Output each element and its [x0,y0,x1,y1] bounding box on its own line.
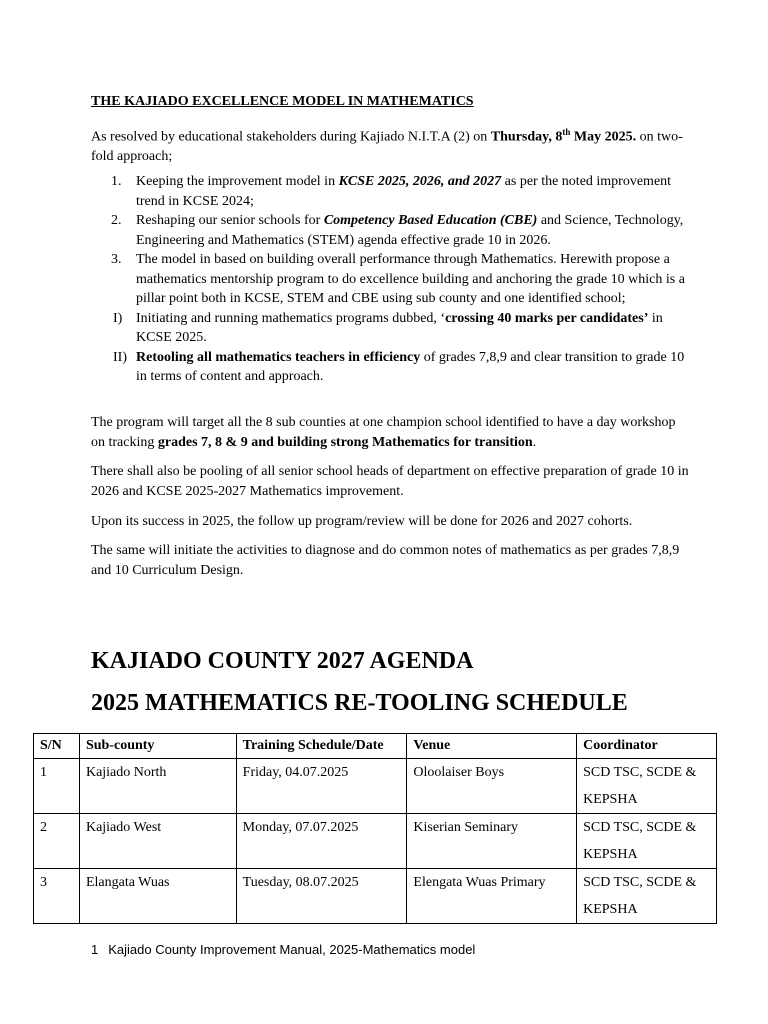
list-marker: II) [113,349,127,365]
intro-text: As resolved by educational stakeholders during Kajiado N.I.T.A (2) on [91,129,491,145]
schedule-heading: 2025 MATHEMATICS RE-TOOLING SCHEDULE [91,690,628,716]
cell-coordinator: SCD TSC, SCDE & KEPSHA [577,759,717,814]
list-emphasis: KCSE 2025, 2026, and 2027 [338,174,502,189]
cell-coordinator: SCD TSC, SCDE & KEPSHA [577,869,717,924]
approach-list [91,172,691,387]
header-sn: S/N [34,734,80,759]
page-number: 1 [91,942,99,957]
table-header-row [34,734,717,759]
cell-sn: 1 [34,759,80,814]
list-text: The model in based on building overall performance through Mathematics. Herewith propose a mathematics mentorship program to do excellence building and anchoring the grade 10 which is a pillar point both in KCSE, STEM and CBE using sub county and one identified school; [136,252,685,306]
cell-venue: Oloolaiser Boys [407,759,577,814]
program-bold: grades 7, 8 & 9 and building strong Mathematics for transition [157,434,533,450]
cell-date: Tuesday, 08.07.2025 [236,869,407,924]
page-footer [91,942,475,957]
list-bold: crossing 40 marks per candidates’ [445,310,649,326]
header-subcounty: Sub-county [79,734,236,759]
header-date: Training Schedule/Date [236,734,407,759]
list-item [91,211,691,250]
cell-subcounty: Kajiado West [79,814,236,869]
list-marker: 3. [111,252,122,267]
cell-date: Friday, 04.07.2025 [236,759,407,814]
list-marker: 1. [111,174,122,189]
pooling-paragraph: There shall also be pooling of all senior school heads of department on effective preparation of grade 10 in 2026 and KCSE 2025-2027 Mathematics improvement. [91,464,689,499]
list-bold: Retooling all mathematics teachers in efficiency [136,349,421,365]
footer-text: Kajiado County Improvement Manual, 2025-Mathematics model [108,942,476,957]
intro-date-rest: May 2025. [570,129,637,145]
table-row [34,759,717,814]
cell-date: Monday, 07.07.2025 [236,814,407,869]
header-venue: Venue [407,734,577,759]
document-title: THE KAJIADO EXCELLENCE MODEL IN MATHEMATICS [91,94,474,109]
list-emphasis: Competency Based Education (CBE) [323,213,538,228]
success-paragraph: Upon its success in 2025, the follow up program/review will be done for 2026 and 2027 cohorts. [91,514,633,529]
program-paragraph [91,413,691,452]
cell-venue: Kiserian Seminary [407,814,577,869]
program-tail: . [532,434,537,450]
table-row [34,869,717,924]
list-marker: I) [113,310,123,326]
intro-paragraph [91,123,691,167]
cell-coordinator: SCD TSC, SCDE & KEPSHA [577,814,717,869]
list-text: Initiating and running mathematics programs dubbed, ‘ [136,310,446,326]
cell-sn: 3 [34,869,80,924]
list-text-tail: in KCSE 2025. [136,310,663,345]
list-text-tail: and Science, Technology, Engineering and Mathematics (STEM) agenda effective grade 10 in 2026. [136,213,684,248]
cell-sn: 2 [34,814,80,869]
list-item [91,348,691,387]
list-text: Reshaping our senior schools for [136,213,324,228]
initiate-paragraph: The same will initiate the activities to diagnose and do common notes of mathematics as per grades 7,8,9 and 10 Curriculum Design. [91,543,680,578]
list-item [91,309,691,348]
intro-tail: on two-fold approach; [91,129,683,165]
header-coordinator: Coordinator [577,734,717,759]
table-row [34,814,717,869]
program-text: The program will target all the 8 sub counties at one champion school identified to have a day workshop on tracking [91,415,676,450]
intro-date: Thursday, 8 [490,129,563,145]
list-text: Keeping the improvement model in [136,174,339,189]
list-item [91,172,691,211]
schedule-table [33,733,717,924]
cell-subcounty: Kajiado North [79,759,236,814]
intro-date-suffix: th [562,127,571,137]
cell-venue: Elengata Wuas Primary [407,869,577,924]
agenda-heading: KAJIADO COUNTY 2027 AGENDA [91,648,474,674]
list-text-tail: as per the noted improvement trend in KCSE 2024; [136,174,672,209]
list-marker: 2. [111,213,122,228]
cell-subcounty: Elangata Wuas [79,869,236,924]
list-text-tail: of grades 7,8,9 and clear transition to grade 10 in terms of content and approach. [136,349,685,384]
list-item [91,250,691,309]
